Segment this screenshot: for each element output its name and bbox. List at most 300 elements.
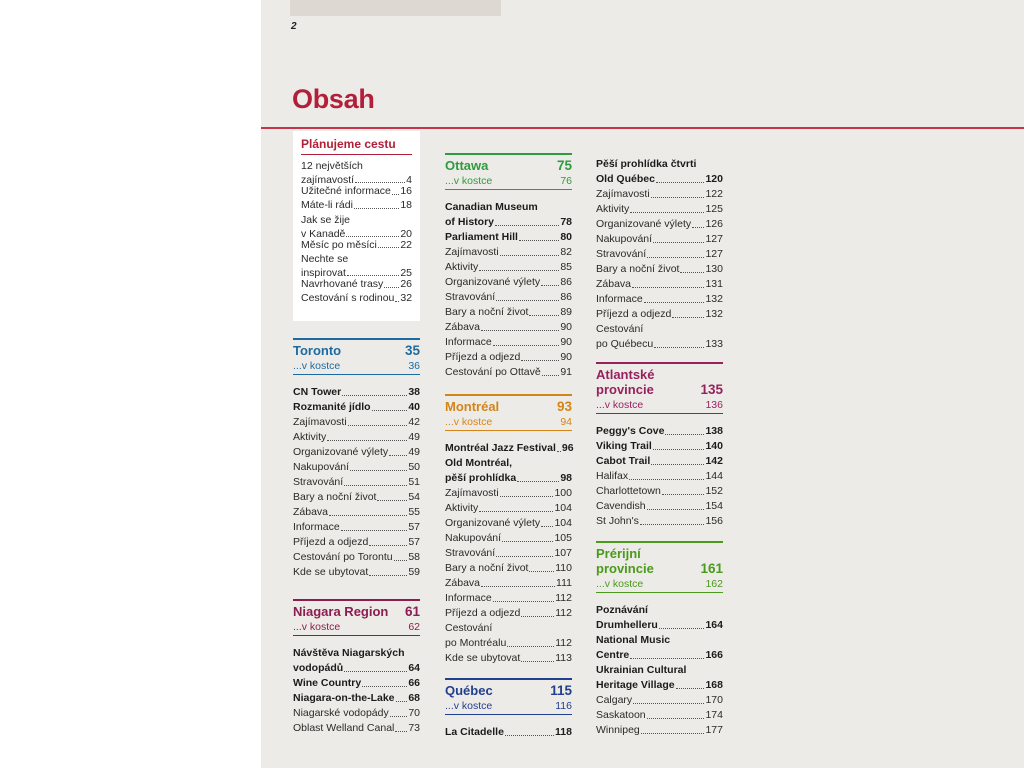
dot-leader: [355, 182, 405, 183]
toc-entry[interactable]: [445, 546, 572, 561]
toc-entry-label-line2: Heritage Village: [596, 679, 675, 691]
toc-entry[interactable]: [293, 676, 420, 691]
toc-entry[interactable]: [293, 475, 420, 490]
toc-entry-page: 42: [408, 416, 420, 428]
toc-entry[interactable]: [293, 490, 420, 505]
toc-entry[interactable]: [293, 445, 420, 460]
toc-entry-page: 50: [408, 461, 420, 473]
toc-entry[interactable]: [293, 721, 420, 736]
toc-entry[interactable]: [445, 230, 572, 245]
toc-entry-page: 85: [560, 261, 572, 273]
toc-entry-page: 4: [406, 174, 412, 186]
toc-entry-page: 120: [705, 173, 723, 185]
toc-entry-label: Bary a noční život: [293, 491, 377, 503]
toc-entry-label: Aktivity: [293, 431, 327, 443]
toc-entry-label: Informace: [445, 592, 492, 604]
toc-entry-page: 138: [705, 425, 723, 437]
toc-entry[interactable]: [445, 576, 572, 591]
toc-entry-label: Cestování po Ottavě: [445, 366, 541, 378]
toc-entry-label: Kde se ubytovat: [293, 566, 369, 578]
toc-entry-label: Halifax: [596, 470, 629, 482]
toc-entry-label-line2: zajímavostí: [301, 174, 355, 186]
toc-entry-page: 100: [554, 487, 572, 499]
dot-leader: [327, 440, 407, 441]
toc-entry-label: Máte-li rádi: [301, 198, 353, 211]
toc-entry-page: 110: [555, 562, 572, 574]
toc-entry-label: Organizované výlety: [596, 218, 692, 230]
toc-entry-page: 73: [408, 722, 420, 734]
toc-entry-page: 104: [554, 517, 572, 529]
toronto-header[interactable]: [293, 340, 420, 358]
toc-entry-page: 66: [408, 677, 420, 689]
prairie-name: [596, 546, 654, 576]
atlantic-name-line1: Atlantské: [596, 367, 655, 382]
toc-entry-page: 127: [705, 233, 723, 245]
toc-entry-label: Příjezd a odjezd: [293, 536, 369, 548]
dot-leader: [630, 658, 704, 659]
prairie-name-line1: Prérijní: [596, 546, 641, 561]
ottawa-overview-link[interactable]: [445, 175, 572, 190]
toc-entry-page: 156: [705, 515, 723, 527]
page-number: 2: [291, 21, 297, 32]
toc-entry[interactable]: [596, 514, 723, 529]
dot-leader: [521, 360, 559, 361]
dot-leader: [630, 212, 704, 213]
toc-entry[interactable]: [293, 550, 420, 565]
toc-entry-page: 54: [408, 491, 420, 503]
toc-entry[interactable]: [596, 187, 723, 202]
toc-entry[interactable]: [293, 430, 420, 445]
toc-entry-label: Stravování: [596, 248, 647, 260]
dot-leader: [692, 227, 704, 228]
toc-entry-line2: [445, 471, 572, 486]
toc-entry[interactable]: [445, 501, 572, 516]
toc-entry-page: 140: [705, 440, 723, 452]
toc-entry-label-line1: 12 největších: [301, 160, 363, 172]
toc-entry-label-line2: pěší prohlídka: [445, 472, 517, 484]
toc-entry[interactable]: [596, 708, 723, 723]
dot-leader: [481, 586, 555, 587]
dot-leader: [651, 464, 704, 465]
quebec-page: 115: [550, 683, 572, 698]
toc-entry-label-line1: Pěší prohlídka čtvrti: [596, 158, 697, 170]
dot-leader: [395, 731, 407, 732]
toc-entry[interactable]: [445, 245, 572, 260]
atlantic-overview-link[interactable]: [596, 399, 723, 414]
dot-leader: [521, 616, 554, 617]
toc-entry-label: Aktivity: [596, 203, 630, 215]
toc-entry-page: 40: [408, 401, 420, 413]
toc-entry-page: 80: [560, 231, 572, 243]
toc-entry[interactable]: [301, 213, 412, 239]
toronto-overview-label: ...v kostce: [293, 360, 341, 372]
dot-leader: [496, 556, 553, 557]
toc-entry-label: Příjezd a odjezd: [445, 607, 521, 619]
dot-leader: [369, 545, 407, 546]
toc-entry-label: Wine Country: [293, 677, 362, 689]
toc-entry-label-line1: Návštěva Niagarských: [293, 647, 405, 659]
toc-entry[interactable]: [293, 415, 420, 430]
toc-entry-line2: [596, 648, 723, 663]
dot-leader: [517, 481, 559, 482]
toc-entry[interactable]: [445, 725, 572, 740]
toc-entry-label: Bary a noční život: [445, 562, 529, 574]
toc-entry[interactable]: [596, 693, 723, 708]
toc-entry-page: 132: [705, 308, 723, 320]
prairie-list: [596, 603, 723, 738]
toc-entry[interactable]: [445, 531, 572, 546]
toc-entry[interactable]: [445, 290, 572, 305]
toc-entry[interactable]: [596, 439, 723, 454]
toc-entry-label: Zajímavosti: [293, 416, 347, 428]
toc-entry-page: 113: [555, 652, 572, 664]
toc-entry-label: Winnipeg: [596, 724, 640, 736]
toc-entry[interactable]: [293, 565, 420, 580]
montreal-overview-page: 94: [560, 416, 572, 428]
dot-leader: [493, 345, 560, 346]
toc-entry-label: Informace: [445, 336, 492, 348]
dot-leader: [394, 560, 408, 561]
toc-entry-page: 154: [705, 500, 723, 512]
toc-entry[interactable]: [293, 520, 420, 535]
dot-leader: [369, 575, 407, 576]
toc-entry[interactable]: [301, 252, 412, 278]
toc-entry[interactable]: [301, 185, 412, 199]
dot-leader: [348, 425, 408, 426]
dot-leader: [656, 182, 705, 183]
prairie-overview-page: 162: [705, 578, 723, 590]
toc-entry[interactable]: [293, 400, 420, 415]
toc-entry[interactable]: [301, 239, 412, 253]
dot-leader: [644, 302, 705, 303]
montreal-list: [445, 441, 572, 666]
toc-entry-page: 51: [408, 476, 420, 488]
toc-entry-label: Informace: [293, 521, 340, 533]
toc-entry-label: Calgary: [596, 694, 633, 706]
toc-entry[interactable]: [445, 456, 572, 486]
montreal-page: 93: [556, 399, 572, 414]
dot-leader: [396, 701, 408, 702]
toc-entry-label: Nakupování: [596, 233, 653, 245]
toc-entry[interactable]: [293, 691, 420, 706]
dot-leader: [541, 285, 559, 286]
toc-entry[interactable]: [596, 157, 723, 187]
toc-entry[interactable]: [596, 217, 723, 232]
prairie-page: 161: [700, 561, 723, 576]
toc-entry[interactable]: [596, 232, 723, 247]
dot-leader: [542, 375, 560, 376]
dot-leader: [647, 257, 704, 258]
toc-entry-page: 18: [400, 198, 412, 211]
ottawa-overview-label: ...v kostce: [445, 175, 493, 187]
niagara-list: [293, 646, 420, 736]
toc-entry[interactable]: [445, 365, 572, 380]
toc-entry[interactable]: [445, 200, 572, 230]
toc-entry[interactable]: [596, 469, 723, 484]
toc-entry-label: Navrhované trasy: [301, 278, 384, 291]
dot-leader: [390, 716, 408, 717]
toc-entry[interactable]: [596, 499, 723, 514]
niagara-overview-page: 62: [408, 621, 420, 633]
dot-leader: [389, 455, 407, 456]
prairie-overview-link[interactable]: [596, 578, 723, 593]
niagara-overview-label: ...v kostce: [293, 621, 341, 633]
toc-entry-page: 68: [408, 692, 420, 704]
dot-leader: [654, 347, 704, 348]
ottawa-overview-page: 76: [560, 175, 572, 187]
toc-entry-line2: [596, 337, 723, 352]
toc-entry[interactable]: [301, 278, 412, 292]
montreal-name: Montréal: [445, 399, 500, 414]
dot-leader: [496, 300, 559, 301]
toc-entry-page: 90: [560, 336, 572, 348]
dot-leader: [479, 270, 559, 271]
dot-leader: [344, 671, 407, 672]
toc-entry-line2: [445, 636, 572, 651]
dot-leader: [493, 601, 555, 602]
toc-entry-page: 166: [705, 649, 723, 661]
toc-entry-label: Měsíc po měsíci: [301, 238, 377, 251]
toc-entry[interactable]: [301, 292, 412, 306]
toc-entry-page: 126: [705, 218, 723, 230]
toc-entry[interactable]: [596, 202, 723, 217]
toc-entry-label: Zábava: [445, 321, 481, 333]
dot-leader: [495, 225, 559, 226]
prairie-header[interactable]: [596, 543, 723, 576]
toc-entry[interactable]: [445, 441, 572, 456]
toc-entry-label: Užitečné informace: [301, 185, 391, 197]
toc-entry-page: 130: [705, 263, 723, 275]
toc-entry-page: 132: [705, 293, 723, 305]
dot-leader: [377, 500, 407, 501]
toc-entry-label: Kde se ubytovat: [445, 652, 521, 664]
niagara-header[interactable]: [293, 601, 420, 619]
toc-entry-label: Aktivity: [445, 502, 479, 514]
dot-leader: [500, 255, 560, 256]
toc-entry-page: 142: [705, 455, 723, 467]
toc-entry[interactable]: [445, 305, 572, 320]
quebec-overview-link[interactable]: [445, 700, 572, 715]
ottawa-list: [445, 200, 572, 380]
toc-entry-label: Viking Trail: [596, 440, 652, 452]
toc-entry-page: 174: [705, 709, 723, 721]
dot-leader: [672, 317, 704, 318]
niagara-page: 61: [404, 604, 420, 619]
toc-entry-label-line1: Old Montréal,: [445, 457, 513, 469]
toc-entry[interactable]: [293, 385, 420, 400]
toc-entry-label: Informace: [596, 293, 643, 305]
toc-entry[interactable]: [596, 603, 723, 633]
quebec-continued-list: [596, 157, 723, 352]
toc-entry-label: Saskatoon: [596, 709, 646, 721]
toc-entry[interactable]: [445, 320, 572, 335]
toc-entry-page: 25: [400, 267, 412, 280]
dot-leader: [680, 272, 704, 273]
toc-entry-page: 78: [560, 216, 572, 228]
toc-entry[interactable]: [445, 516, 572, 531]
toc-entry[interactable]: [596, 454, 723, 469]
toc-entry[interactable]: [596, 292, 723, 307]
toc-entry[interactable]: [445, 561, 572, 576]
toc-entry-label: Zábava: [596, 278, 632, 290]
toc-entry-page: 64: [408, 662, 420, 674]
dot-leader: [372, 410, 408, 411]
toc-entry[interactable]: [293, 535, 420, 550]
quebec-list: [445, 725, 572, 740]
toc-entry[interactable]: [445, 621, 572, 651]
toc-entry-label: Stravování: [445, 291, 496, 303]
toc-entry-label: Cavendish: [596, 500, 646, 512]
toc-entry-page: 59: [408, 566, 420, 578]
toc-entry-label: Příjezd a odjezd: [445, 351, 521, 363]
toc-entry[interactable]: [445, 275, 572, 290]
dot-leader: [557, 451, 561, 452]
toc-entry-label: Aktivity: [445, 261, 479, 273]
toc-entry[interactable]: [596, 322, 723, 352]
toc-entry-page: 170: [705, 694, 723, 706]
toc-entry[interactable]: [445, 486, 572, 501]
toc-entry-label: Oblast Welland Canal: [293, 722, 395, 734]
toc-entry-page: 144: [705, 470, 723, 482]
atlantic-page: 135: [700, 382, 723, 397]
montreal-overview-link[interactable]: [445, 416, 572, 431]
toc-entry-label-line2: Old Québec: [596, 173, 655, 185]
toc-entry[interactable]: [301, 199, 412, 213]
dot-leader: [354, 208, 399, 209]
title-rule: [261, 127, 1024, 129]
prairie-overview-label: ...v kostce: [596, 578, 644, 590]
dot-leader: [659, 628, 705, 629]
toc-entry-line2: [596, 678, 723, 693]
toc-entry-label: Cabot Trail: [596, 455, 651, 467]
toc-entry-label: Nakupování: [445, 532, 502, 544]
dot-leader: [641, 733, 705, 734]
toc-entry[interactable]: [293, 460, 420, 475]
toc-entry[interactable]: [445, 591, 572, 606]
toc-entry[interactable]: [596, 663, 723, 693]
toc-entry-label: St John's: [596, 515, 639, 527]
dot-leader: [347, 275, 399, 276]
toc-entry[interactable]: [445, 350, 572, 365]
ottawa-name: Ottawa: [445, 158, 489, 173]
toc-entry-label: Zábava: [293, 506, 329, 518]
montreal-header[interactable]: [445, 396, 572, 414]
dot-leader: [502, 541, 553, 542]
dot-leader: [651, 197, 705, 198]
toc-entry[interactable]: [293, 505, 420, 520]
toc-entry[interactable]: [596, 723, 723, 738]
toc-entry[interactable]: [596, 277, 723, 292]
toronto-overview-link[interactable]: [293, 360, 420, 375]
dot-leader: [507, 646, 554, 647]
toc-entry-page: 22: [400, 238, 412, 251]
toc-entry-label: Niagara-on-the-Lake: [293, 692, 395, 704]
dot-leader: [342, 395, 407, 396]
toc-entry-label: Bary a noční život: [596, 263, 680, 275]
dot-leader: [505, 735, 554, 736]
toc-entry-page: 112: [555, 592, 572, 604]
toc-entry-page: 125: [705, 203, 723, 215]
toc-entry-page: 131: [705, 278, 723, 290]
toc-entry-page: 91: [560, 366, 572, 378]
dot-leader: [395, 301, 399, 302]
dot-leader: [665, 434, 704, 435]
toc-entry-page: 86: [560, 276, 572, 288]
toc-entry-page: 177: [705, 724, 723, 736]
toc-entry[interactable]: [596, 247, 723, 262]
plan-trip-title: Plánujeme cestu: [301, 137, 412, 155]
toc-entry-page: 38: [408, 386, 420, 398]
niagara-name: Niagara Region: [293, 604, 389, 619]
toc-entry-label: Stravování: [445, 547, 496, 559]
dot-leader: [629, 479, 704, 480]
toc-entry-page: 16: [400, 185, 412, 197]
toc-entry[interactable]: [596, 484, 723, 499]
toc-entry-page: 107: [554, 547, 572, 559]
toc-entry-label-line2: Centre: [596, 649, 630, 661]
toc-entry-page: 90: [560, 321, 572, 333]
dot-leader: [344, 485, 407, 486]
montreal-overview-label: ...v kostce: [445, 416, 493, 428]
toc-entry-page: 82: [560, 246, 572, 258]
dot-leader: [479, 511, 553, 512]
toc-entry-label: Zajímavosti: [596, 188, 650, 200]
toc-entry-line2: [596, 618, 723, 633]
toc-entry-page: 20: [400, 227, 412, 240]
toc-entry-label: Rozmanité jídlo: [293, 401, 371, 413]
toc-entry-page: 90: [560, 351, 572, 363]
atlantic-overview-page: 136: [705, 399, 723, 411]
toc-entry-label-line2: po Québecu: [596, 338, 654, 350]
toc-entry-page: 164: [705, 619, 723, 631]
atlantic-name: [596, 367, 655, 397]
dot-leader: [519, 240, 559, 241]
toc-entry[interactable]: [445, 651, 572, 666]
toc-entry[interactable]: [293, 706, 420, 721]
toc-entry-page: 57: [408, 536, 420, 548]
toc-entry-page: 122: [705, 188, 723, 200]
toc-entry-label-line1: Poznávání: [596, 604, 648, 616]
toc-entry[interactable]: [596, 307, 723, 322]
dot-leader: [329, 515, 407, 516]
toc-entry[interactable]: [301, 159, 412, 185]
dot-leader: [392, 194, 399, 195]
toc-entry[interactable]: [596, 633, 723, 663]
toc-entry-page: 152: [705, 485, 723, 497]
toc-entry[interactable]: [596, 262, 723, 277]
toc-entry[interactable]: [445, 335, 572, 350]
toc-entry-label-line1: Cestování: [596, 323, 644, 335]
quebec-header[interactable]: [445, 680, 572, 698]
toc-entry-label: Cestování s rodinou: [301, 292, 395, 305]
toc-entry[interactable]: [445, 606, 572, 621]
toc-entry-page: 168: [705, 679, 723, 691]
toc-entry[interactable]: [596, 424, 723, 439]
toc-entry-label-line2: Drumhelleru: [596, 619, 658, 631]
toronto-name: Toronto: [293, 343, 342, 358]
toc-entry[interactable]: [293, 646, 420, 676]
toc-entry-label-line1: Jak se žije: [301, 213, 351, 226]
toc-entry-label-line1: Nechte se: [301, 253, 349, 266]
ottawa-header[interactable]: [445, 155, 572, 173]
ottawa-page: 75: [556, 158, 572, 173]
atlantic-header[interactable]: [596, 364, 723, 397]
niagara-overview-link[interactable]: [293, 621, 420, 636]
toc-entry[interactable]: [445, 260, 572, 275]
toc-entry-label: Zajímavosti: [445, 246, 499, 258]
toc-entry-page: 57: [408, 521, 420, 533]
dot-leader: [346, 236, 399, 237]
